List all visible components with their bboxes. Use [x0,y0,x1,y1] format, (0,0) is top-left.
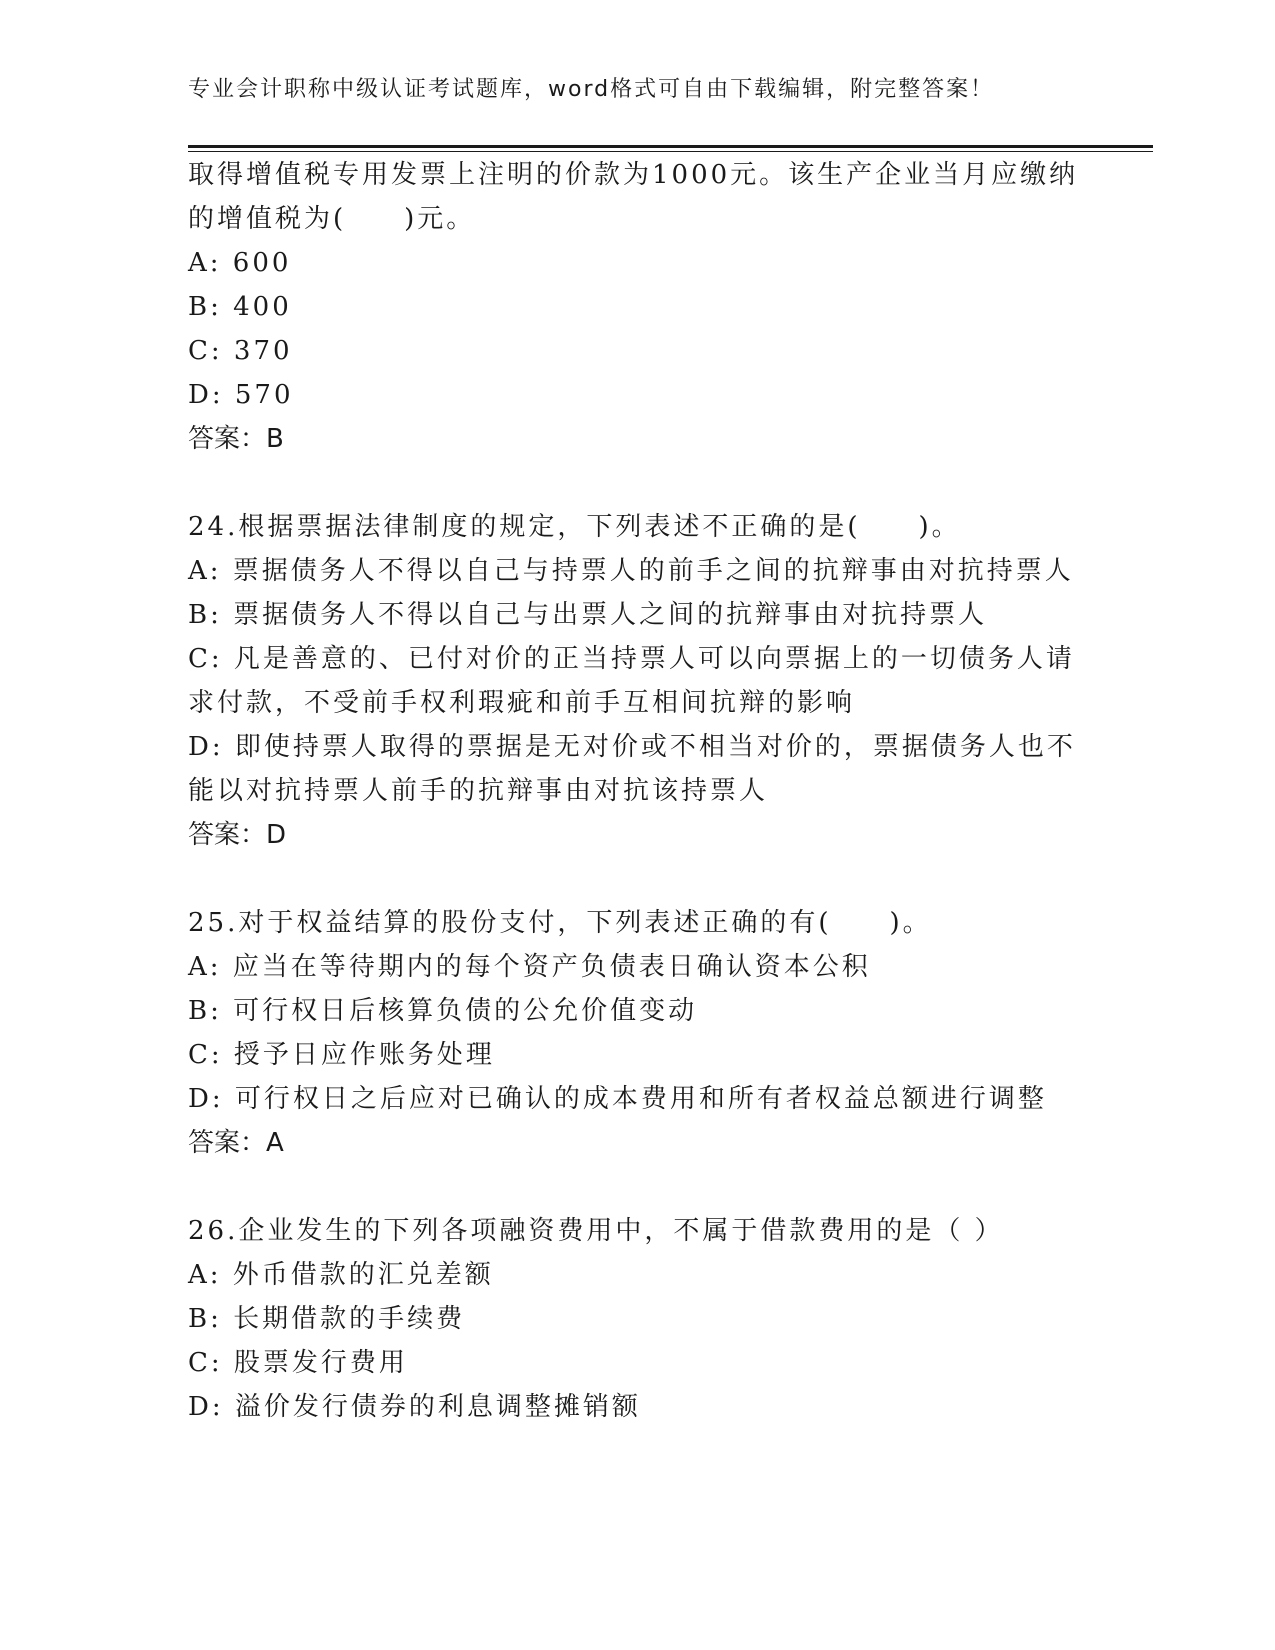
q24-answer: 答案：D [188,820,287,850]
q23-stem-line-1: 取得增值税专用发票上注明的价款为1000元。该生产企业当月应缴纳 [188,160,1079,190]
q26-option-c: C: 股票发行费用 [188,1348,408,1378]
q24-stem: 24.根据票据法律制度的规定，下列表述不正确的是( )。 [188,512,961,542]
header-rule-thick [188,145,1153,148]
q24-option-c-line-1: C: 凡是善意的、已付对价的正当持票人可以向票据上的一切债务人请 [188,644,1075,674]
q25-option-d: D: 可行权日之后应对已确认的成本费用和所有者权益总额进行调整 [188,1084,1047,1114]
q24-option-d-line-2: 能以对抗持票人前手的抗辩事由对抗该持票人 [188,776,769,806]
q23-option-c: C: 370 [188,336,293,366]
q25-answer: 答案：A [188,1128,284,1158]
page-header: 专业会计职称中级认证考试题库，word格式可自由下载编辑，附完整答案！ [188,77,995,102]
q23-option-d: D: 570 [188,380,294,410]
q26-option-d: D: 溢价发行债券的利息调整摊销额 [188,1392,641,1422]
q26-option-b: B: 长期借款的手续费 [188,1304,466,1334]
q24-option-b: B: 票据债务人不得以自己与出票人之间的抗辩事由对抗持票人 [188,600,988,630]
q25-option-a: A: 应当在等待期内的每个资产负债表日确认资本公积 [188,952,871,982]
q26-stem: 26.企业发生的下列各项融资费用中，不属于借款费用的是（ ） [188,1216,1004,1246]
q25-stem: 25.对于权益结算的股份支付，下列表述正确的有( )。 [188,908,932,938]
header-rule-thin [188,151,1153,152]
q24-option-d-line-1: D: 即使持票人取得的票据是无对价或不相当对价的，票据债务人也不 [188,732,1076,762]
q23-answer: 答案：B [188,424,284,454]
q24-option-a: A: 票据债务人不得以自己与持票人的前手之间的抗辩事由对抗持票人 [188,556,1074,586]
q25-option-c: C: 授予日应作账务处理 [188,1040,495,1070]
q25-option-b: B: 可行权日后核算负债的公允价值变动 [188,996,698,1026]
q23-stem-line-2: 的增值税为( )元。 [188,204,476,234]
q23-option-a: A: 600 [188,248,292,278]
q23-option-b: B: 400 [188,292,292,322]
q24-option-c-line-2: 求付款，不受前手权利瑕疵和前手互相间抗辩的影响 [188,688,856,718]
q26-option-a: A: 外币借款的汇兑差额 [188,1260,494,1290]
